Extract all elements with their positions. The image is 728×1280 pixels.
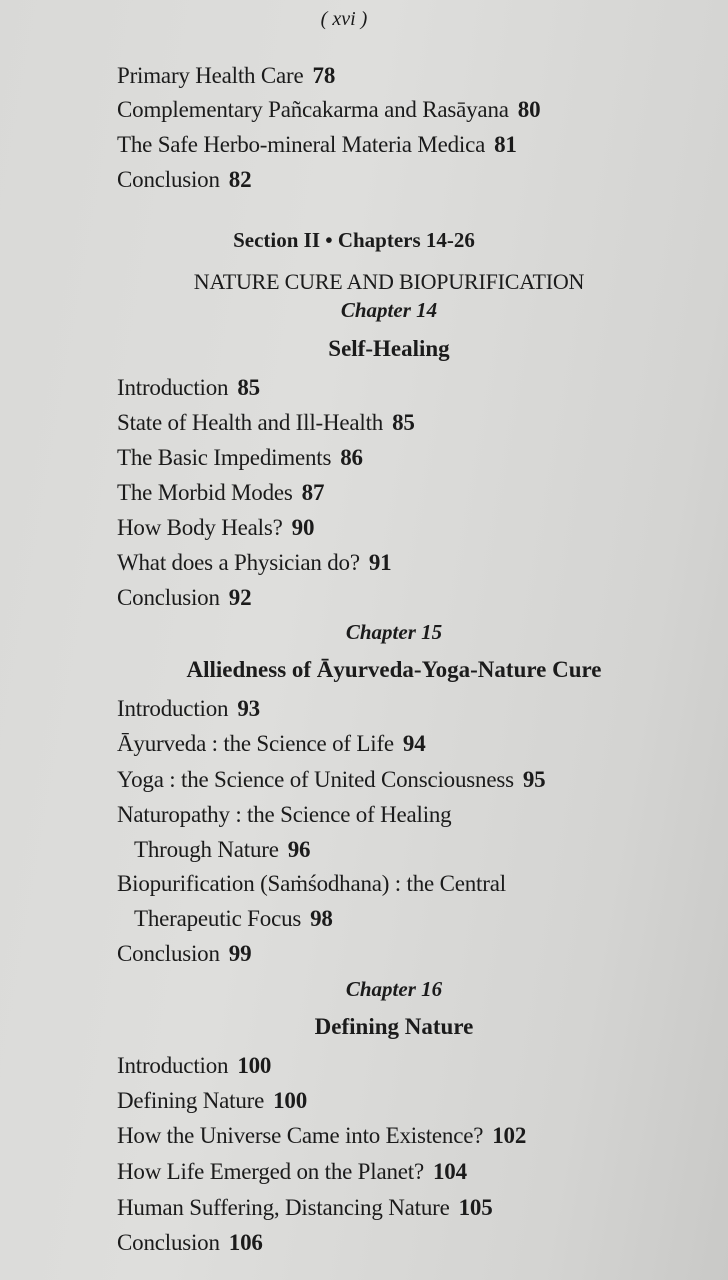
entry-page: 100 [237,1053,272,1078]
entry-page: 81 [494,132,517,157]
entry-title: Conclusion [117,941,220,966]
toc-entry [117,731,426,757]
toc-entry [117,550,391,576]
entry-page: 95 [522,767,546,792]
section-title: NATURE CURE AND BIOPURIFICATION [193,269,585,294]
entry-page: 82 [228,167,252,192]
toc-entry [117,1230,263,1256]
entry-page: 99 [228,941,252,966]
toc-entry [117,1123,526,1149]
entry-title: The Morbid Modes [117,480,293,505]
entry-title: Human Suffering, Distancing Nature [117,1195,450,1220]
toc-entry [117,132,517,158]
toc-entry [117,375,260,401]
entry-title: What does a Physician do? [117,550,360,575]
entry-title: How the Universe Came into Existence? [117,1123,484,1148]
toc-entry [117,1088,307,1114]
toc-entry [117,871,506,897]
entry-page: 100 [273,1088,307,1113]
entry-page: 87 [301,480,325,505]
page-folio: ( xvi ) [320,8,368,30]
entry-page: 93 [237,696,260,721]
chapter-title: Alliedness of Āyurveda-Yoga-Nature Cure [186,657,602,682]
entry-title: Biopurification (Saṁśodhana) : the Central [117,871,506,896]
entry-title: How Life Emerged on the Planet? [117,1159,424,1184]
entry-title: Primary Health Care [117,63,304,88]
toc-entry [117,767,545,793]
entry-page: 90 [291,515,315,540]
toc-entry [117,63,335,89]
entry-title: How Body Heals? [117,515,283,540]
entry-title: The Basic Impediments [117,445,332,470]
toc-entry [117,445,363,471]
entry-page: 78 [312,63,336,88]
entry-title: Introduction [117,696,229,721]
entry-title: Conclusion [117,1230,220,1255]
entry-page: 85 [237,375,260,400]
toc-entry [117,941,251,967]
entry-title: Yoga : the Science of United Consciousness [117,767,514,792]
toc-entry [117,802,452,828]
entry-page: 104 [432,1159,467,1184]
chapter-title: Defining Nature [314,1014,474,1039]
section-label: Section II • Chapters 14-26 [233,228,475,252]
chapter-label: Chapter 14 [340,298,438,322]
entry-page: 94 [402,731,426,756]
entry-title: The Safe Herbo-mineral Materia Medica [117,132,486,157]
entry-page: 102 [492,1123,527,1148]
toc-entry [117,515,314,541]
toc-entry-continued [134,837,310,863]
entry-title: Through Nature [134,837,279,862]
toc-entry [117,167,251,193]
entry-page: 85 [392,410,415,435]
toc-entry-continued [134,906,333,932]
toc-entry [117,480,324,506]
toc-entry [117,97,540,123]
chapter-label: Chapter 16 [345,977,443,1001]
chapter-title: Self-Healing [328,336,450,361]
entry-page: 80 [517,97,541,122]
toc-entry [117,696,260,722]
entry-title: Naturopathy : the Science of Healing [117,802,452,827]
entry-page: 86 [340,445,363,470]
entry-title: Conclusion [117,167,220,192]
entry-page: 106 [228,1230,263,1255]
entry-title: Introduction [117,1053,229,1078]
toc-entry [117,1159,467,1185]
entry-title: Introduction [117,375,229,400]
entry-title: Therapeutic Focus [134,906,302,931]
toc-entry [117,1053,271,1079]
entry-title: State of Health and Ill-Health [117,410,384,435]
entry-page: 96 [287,837,311,862]
entry-page: 91 [368,550,392,575]
entry-title: Defining Nature [117,1088,265,1113]
entry-page: 98 [310,906,333,931]
toc-entry [117,1195,493,1221]
toc-entry [117,410,415,436]
entry-title: Āyurveda : the Science of Life [117,731,394,756]
entry-title: Complementary Pañcakarma and Rasāyana [117,97,509,122]
entry-page: 105 [458,1195,493,1220]
chapter-label: Chapter 15 [345,620,443,644]
entry-page: 92 [228,585,252,610]
entry-title: Conclusion [117,585,220,610]
toc-entry [117,585,251,611]
